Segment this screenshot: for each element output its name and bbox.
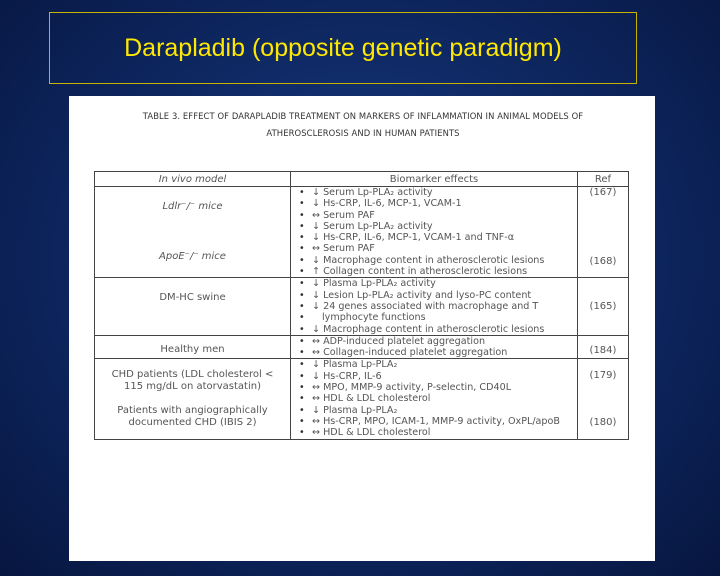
effect-item: • ↔ HDL & LDL cholesterol	[294, 427, 574, 438]
ref-cell	[578, 187, 629, 278]
ref-value: (168)	[589, 256, 617, 267]
effect-item: • ↔ Collagen-induced platelet aggregation	[294, 347, 574, 358]
model-name: DM-HC swine	[159, 292, 226, 304]
table-caption-line2: ATHEROSCLEROSIS AND IN HUMAN PATIENTS	[266, 128, 460, 138]
effect-item: • ↔ Hs-CRP, MPO, ICAM-1, MMP-9 activity, OxPL/apoB	[294, 416, 574, 427]
header-model: In vivo model	[95, 172, 291, 187]
effect-item: • ↔ Serum PAF	[294, 243, 574, 254]
biomarker-table	[94, 171, 629, 440]
table-row	[95, 187, 629, 278]
ref-cell	[578, 335, 629, 359]
table-header-row	[95, 172, 629, 187]
ref-value: (165)	[589, 301, 617, 313]
effects-cell	[291, 278, 578, 335]
effect-item: • lymphocyte functions	[294, 312, 574, 323]
effect-item: • ↓ Hs-CRP, IL-6, MCP-1, VCAM-1 and TNF-α	[294, 232, 574, 243]
effect-item: • ↓ Lesion Lp-PLA₂ activity and lyso-PC content	[294, 290, 574, 301]
effect-item: • ↓ Plasma Lp-PLA₂ activity	[294, 278, 574, 289]
effect-item: • ↓ Serum Lp-PLA₂ activity	[294, 221, 574, 232]
effect-item: • ↓ Macrophage content in atherosclerotic lesions	[294, 255, 574, 266]
effect-item: • ↔ HDL & LDL cholesterol	[294, 393, 574, 404]
ref-value: (179)	[589, 369, 617, 381]
model-name: Healthy men	[160, 344, 225, 356]
effect-item: • ↔ MPO, MMP-9 activity, P-selectin, CD40L	[294, 382, 574, 393]
model-cell	[95, 359, 291, 439]
model-cell	[95, 278, 291, 335]
ref-cell	[578, 278, 629, 335]
effect-item: • ↓ Hs-CRP, IL-6, MCP-1, VCAM-1	[294, 198, 574, 209]
document-image	[69, 96, 655, 561]
effect-item: • ↓ Macrophage content in atherosclerotic lesions	[294, 324, 574, 335]
model-cell	[95, 187, 291, 278]
effects-cell	[291, 187, 578, 278]
effect-item: • ↔ ADP-induced platelet aggregation	[294, 336, 574, 347]
model-name: ApoE⁻/⁻ mice	[159, 251, 226, 263]
model-name: CHD patients (LDL cholesterol < 115 mg/dL on atorvastatin)	[111, 368, 274, 392]
ref-value: (184)	[589, 344, 617, 356]
table-row	[95, 278, 629, 335]
table-caption-line1: TABLE 3. EFFECT OF DARAPLADIB TREATMENT ON MARKERS OF INFLAMMATION IN ANIMAL MODELS OF	[142, 111, 584, 121]
slide-title-box	[49, 12, 637, 84]
table-caption	[89, 108, 637, 142]
effect-item: • ↓ Hs-CRP, IL-6	[294, 371, 574, 382]
ref-cell	[578, 359, 629, 439]
header-effects: Biomarker effects	[291, 172, 578, 187]
effect-item: • ↑ Collagen content in atherosclerotic lesions	[294, 266, 574, 277]
effects-cell	[291, 359, 578, 439]
slide-title: Darapladib (opposite genetic paradigm)	[124, 33, 562, 62]
model-name: Patients with angiographically documented CHD (IBIS 2)	[117, 404, 268, 428]
model-name: Ldlr⁻/⁻ mice	[162, 201, 223, 213]
model-cell	[95, 335, 291, 359]
effect-item: • ↓ Plasma Lp-PLA₂	[294, 405, 574, 416]
table-row	[95, 359, 629, 439]
header-ref: Ref	[578, 172, 629, 187]
ref-value: (180)	[589, 416, 617, 428]
effect-item: • ↓ Plasma Lp-PLA₂	[294, 359, 574, 370]
effects-cell	[291, 335, 578, 359]
effect-item: • ↔ Serum PAF	[294, 210, 574, 221]
effect-item: • ↓ 24 genes associated with macrophage and T	[294, 301, 574, 312]
effect-item: • ↓ Serum Lp-PLA₂ activity	[294, 187, 574, 198]
ref-value: (167)	[589, 187, 617, 198]
table-row	[95, 335, 629, 359]
